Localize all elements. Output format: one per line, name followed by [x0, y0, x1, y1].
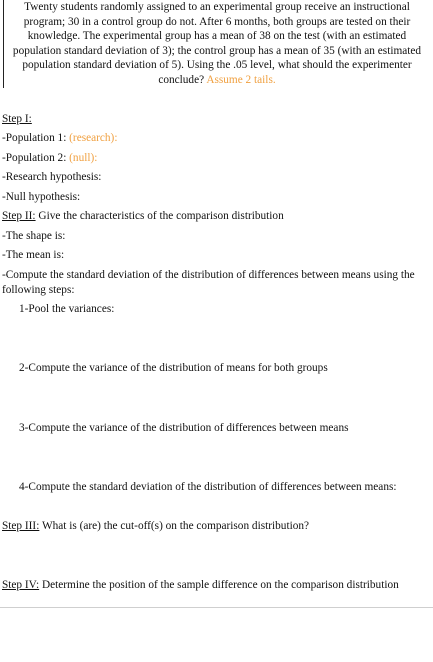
mean-line: -The mean is:: [2, 249, 65, 261]
population1-label: -Population 1:: [2, 132, 67, 144]
problem-text: Twenty students randomly assigned to an experimental group receive an instructional program; 30 in a control group do not. After 6 months, both groups are tested on their knowledge. The experimental group has a mean of 38 on the test (with an estimated population standard deviation of 3); the control group has a mean of 35 (with an estimated population standard deviation of 5). Using the .05 level, what should the experimenter conclude?: [12, 1, 422, 86]
shape-line: -The shape is:: [2, 230, 66, 242]
null-hypothesis: -Null hypothesis:: [2, 191, 81, 203]
population1-hint: (research):: [69, 132, 118, 144]
population2-label: -Population 2:: [2, 152, 67, 164]
substep-pool-variances: 1-Pool the variances:: [19, 303, 115, 315]
population2-hint: (null):: [69, 152, 98, 164]
research-hypothesis: -Research hypothesis:: [2, 171, 102, 183]
problem-hint: Assume 2 tails.: [206, 73, 276, 86]
step3-line: [2, 519, 309, 533]
population1-line: [2, 131, 117, 145]
step3-heading: Step III:: [2, 520, 40, 532]
step1-heading: Step I:: [2, 113, 32, 125]
step4-heading: Step IV:: [2, 579, 40, 591]
compute-sd-instructions: -Compute the standard deviation of the distribution of differences between means using the following steps:: [2, 269, 415, 296]
step2-heading-text: Give the characteristics of the comparison distribution: [38, 210, 284, 222]
problem-statement: [3, 0, 430, 88]
step3-heading-text: What is (are) the cut-off(s) on the comparison distribution?: [41, 520, 310, 532]
population2-line: [2, 151, 97, 165]
step4-line: [2, 578, 399, 592]
step2-line: [2, 209, 284, 223]
substep-sd-differences: 4-Compute the standard deviation of the distribution of differences between means:: [19, 481, 397, 493]
substep-variance-means: 2-Compute the variance of the distribution of means for both groups: [19, 362, 328, 374]
step4-heading-text: Determine the position of the sample difference on the comparison distribution: [41, 579, 399, 591]
bottom-divider: [0, 607, 433, 608]
step2-heading: Step II:: [2, 210, 36, 222]
substep-variance-differences: 3-Compute the variance of the distribution of differences between means: [19, 422, 349, 434]
